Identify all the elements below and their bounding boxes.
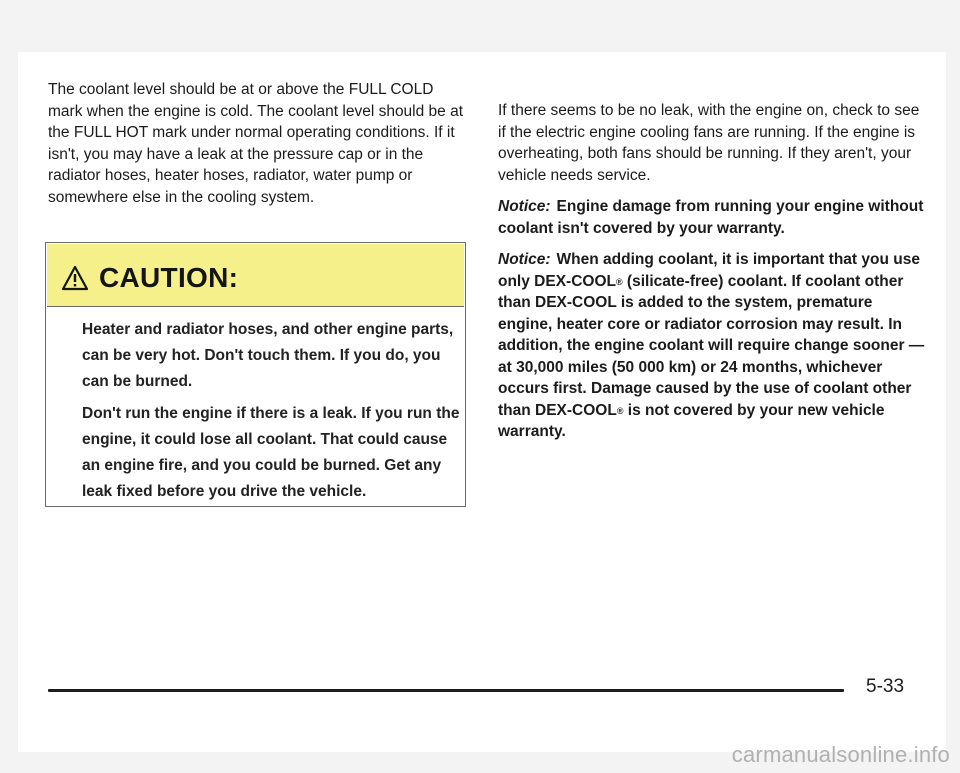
caution-header xyxy=(47,244,464,307)
coolant-level-paragraph: The coolant level should be at or above the FULL COLD mark when the engine is cold. The coolant level should be at the FULL HOT mark under normal operating conditions. If it isn't, you may have a leak at the pressure cap or in the radiator hoses, heater hoses, radiator, water pump or somewhere else in the cooling system. xyxy=(48,81,464,206)
caution-paragraph-hot-parts: Heater and radiator hoses, and other engine parts, can be very hot. Don't touch them. If you do, you can be burned. xyxy=(82,321,454,390)
caution-paragraph-leak: Don't run the engine if there is a leak. If you run the engine, it could lose all coolant. That could cause an engine fire, and you could be burned. Get any leak fixed before you drive the vehicle. xyxy=(82,405,460,500)
caution-body xyxy=(82,317,462,511)
caution-box xyxy=(45,242,466,507)
caution-title: CAUTION: xyxy=(99,262,239,293)
watermark: carmanualsonline.info xyxy=(731,742,950,767)
notice-dexcool-text-b: (silicate-free) coolant. If coolant other than DEX-COOL is added to the system, premature engine, heater core or radiator corrosion may result. In addition, the engine coolant will require change sooner — at 30,000 miles (50 000 km) or 24 months, whichever occurs first. Damage caused by the use of coolant other than DEX-COOL xyxy=(498,272,925,419)
caution-title-row xyxy=(61,262,238,294)
footer-rule xyxy=(48,689,844,692)
notice-warranty-text: Engine damage from running your engine without coolant isn't covered by your warranty. xyxy=(498,198,924,237)
registered-mark: ® xyxy=(615,276,623,287)
warning-triangle-icon xyxy=(61,265,89,291)
notice-warranty xyxy=(498,196,928,239)
registered-mark: ® xyxy=(616,405,624,416)
right-column xyxy=(498,100,928,453)
notice-dexcool xyxy=(498,249,928,443)
notice-label: Notice: xyxy=(498,251,551,268)
page-number: 5-33 xyxy=(866,676,905,697)
notice-dexcool-text-a: When adding coolant, it is important that you use only DEX-COOL xyxy=(498,251,920,290)
notice-dexcool-text-c: is not covered by your new vehicle warranty. xyxy=(498,401,885,440)
notice-label: Notice: xyxy=(498,198,551,215)
left-column xyxy=(48,79,466,208)
cooling-fans-paragraph: If there seems to be no leak, with the engine on, check to see if the electric engine cooling fans are running. If the engine is overheating, both fans should be running. If they aren't, your vehicle needs service. xyxy=(498,102,920,184)
